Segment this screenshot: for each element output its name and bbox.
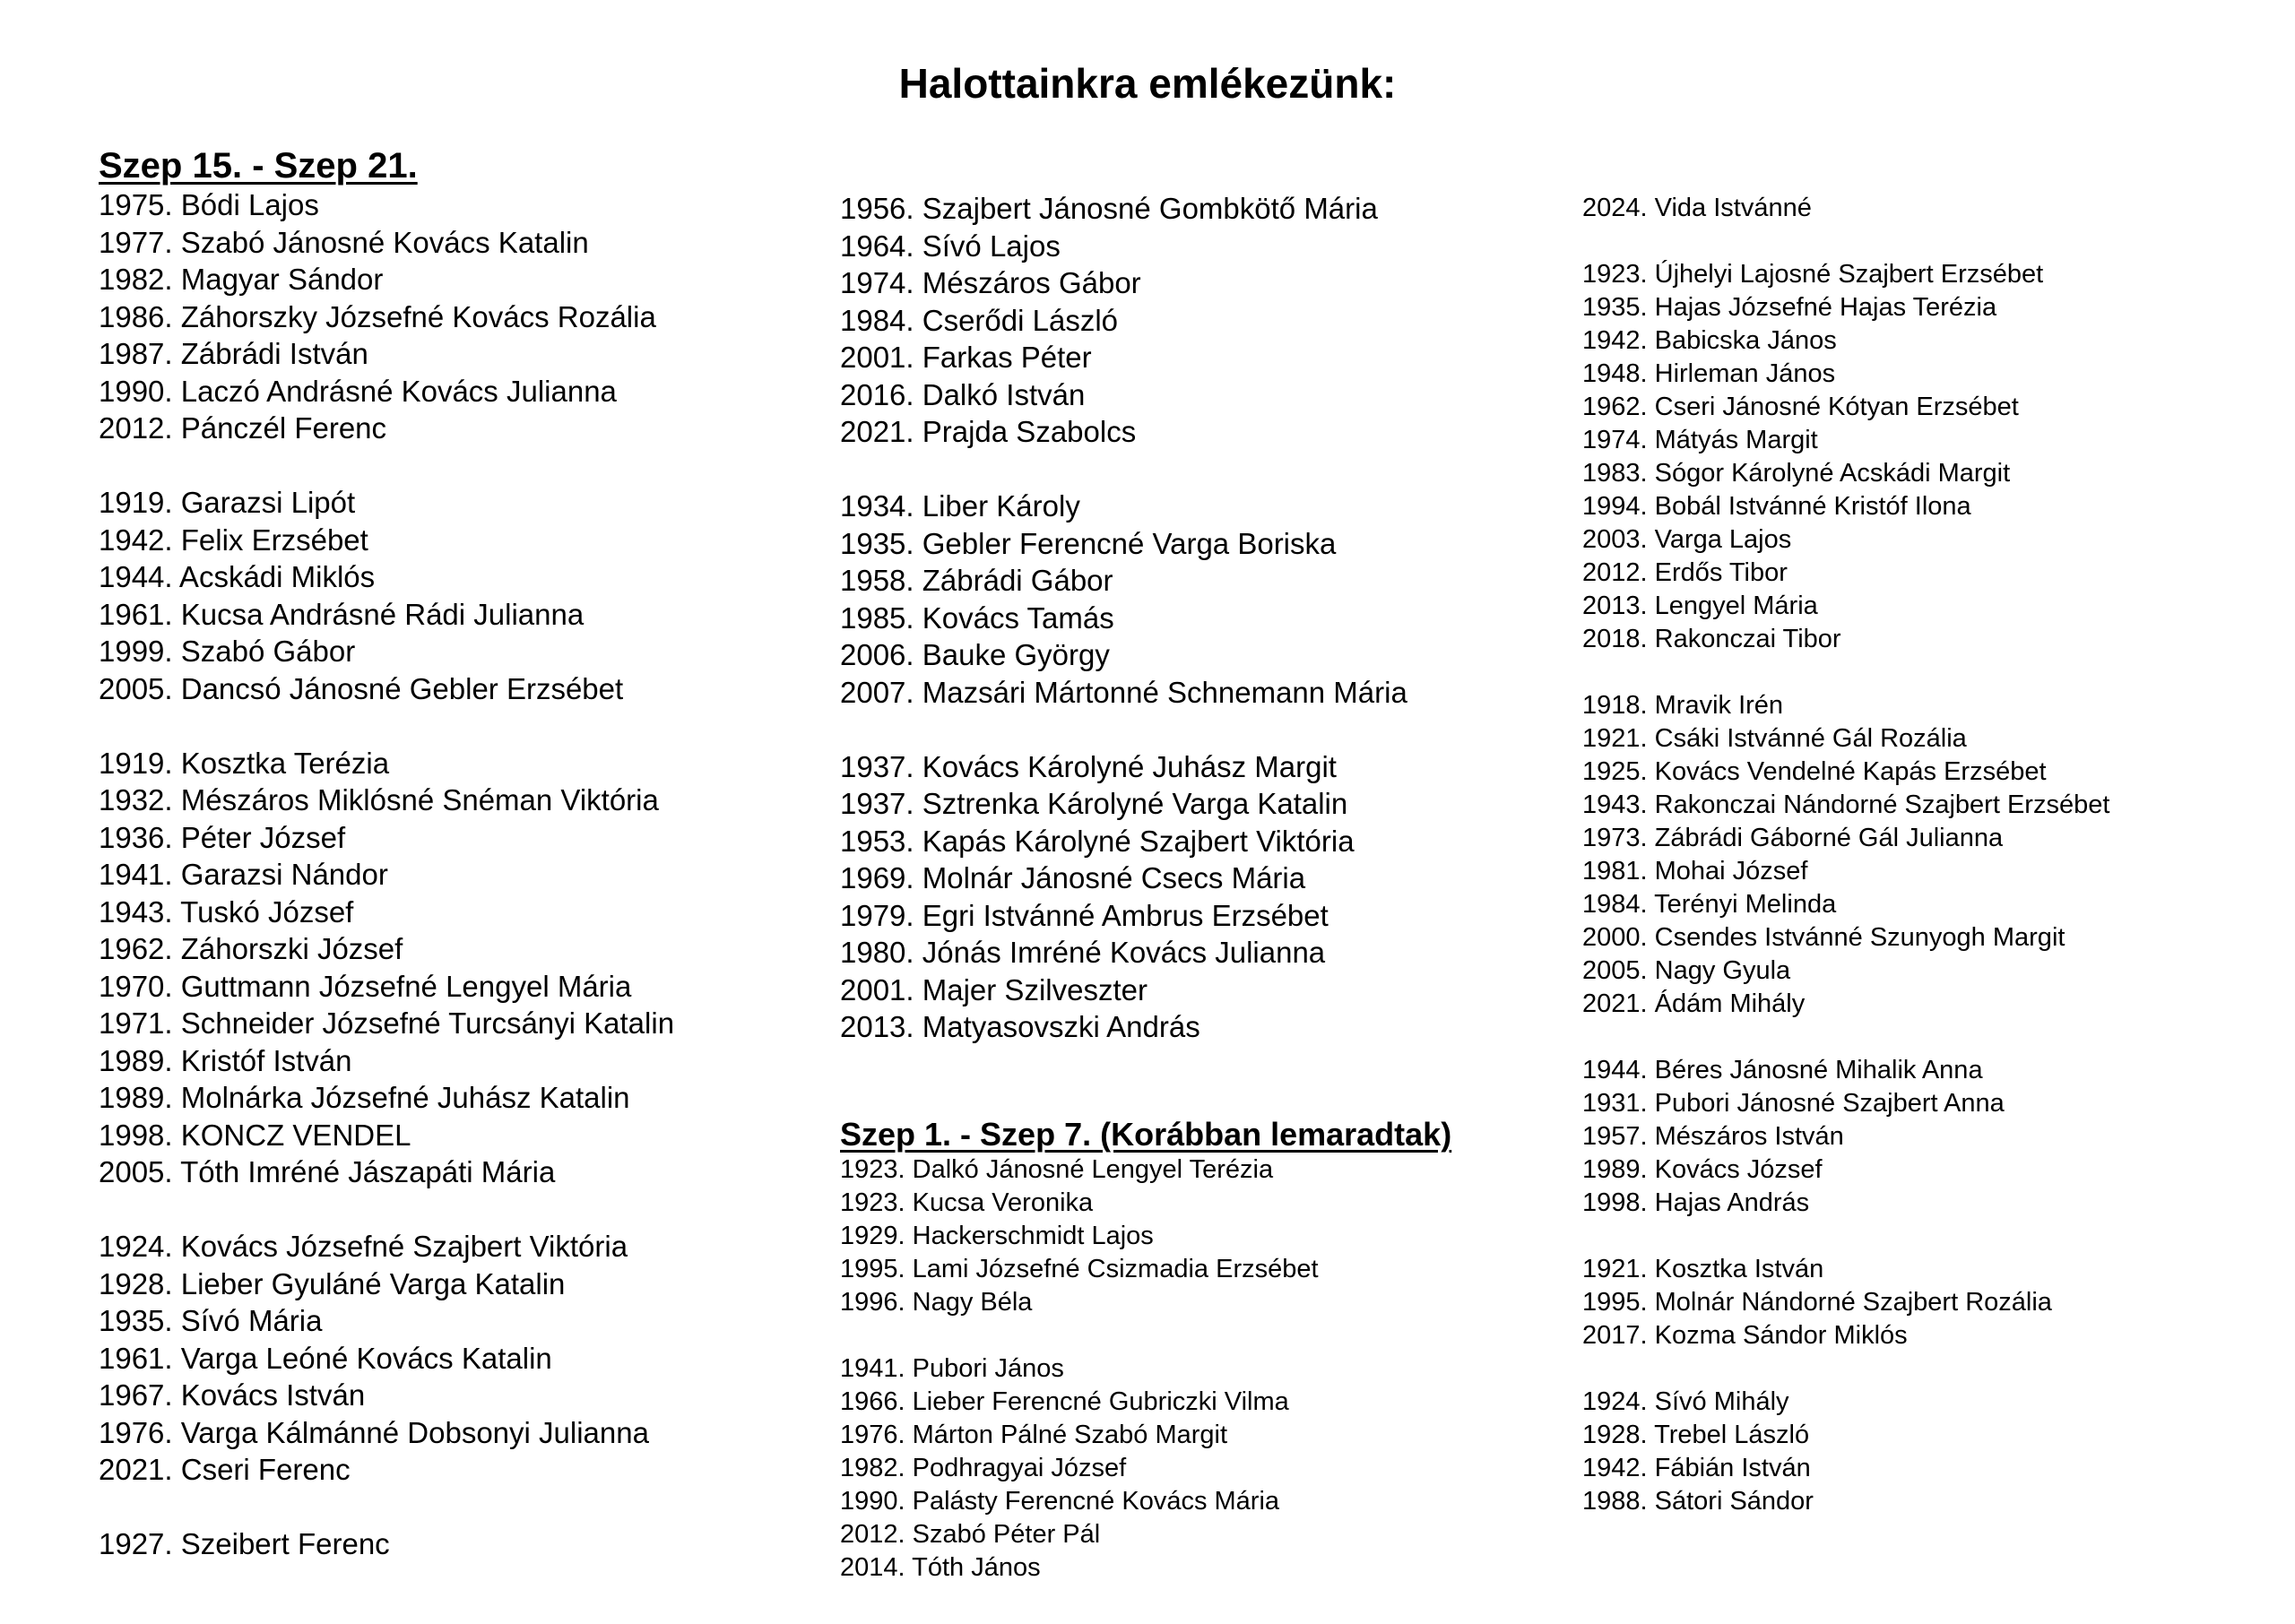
memorial-entry: 2012. Erdős Tibor bbox=[1582, 558, 1788, 587]
memorial-entry: 1923. Kucsa Veronika bbox=[840, 1188, 1094, 1217]
memorial-entry: 1990. Palásty Ferencné Kovács Mária bbox=[840, 1487, 1280, 1516]
memorial-entry: 1996. Nagy Béla bbox=[840, 1288, 1033, 1317]
memorial-entry: 1919. Garazsi Lipót bbox=[99, 486, 356, 519]
group-spacer bbox=[840, 1319, 1451, 1352]
memorial-entry: 1943. Rakonczai Nándorné Szajbert Erzsébet bbox=[1582, 790, 2110, 819]
group-spacer bbox=[840, 451, 1407, 488]
memorial-entry: 1928. Trebel László bbox=[1582, 1421, 1810, 1449]
memorial-entry: 1998. KONCZ VENDEL bbox=[99, 1118, 411, 1152]
memorial-entry: 1975. Bódi Lajos bbox=[99, 188, 319, 221]
memorial-entry: 1935. Hajas Józsefné Hajas Terézia bbox=[1582, 293, 1997, 322]
memorial-entry: 1986. Záhorszky Józsefné Kovács Rozália bbox=[99, 299, 656, 333]
memorial-entry: 1998. Hajas András bbox=[1582, 1188, 1810, 1217]
memorial-entry: 1969. Molnár Jánosné Csecs Mária bbox=[840, 861, 1306, 894]
memorial-entry: 1935. Sívó Mária bbox=[99, 1304, 323, 1337]
memorial-entry: 1937. Sztrenka Károlyné Varga Katalin bbox=[840, 787, 1348, 820]
memorial-entry: 2012. Szabó Péter Pál bbox=[840, 1520, 1101, 1549]
memorial-entry: 1995. Molnár Nándorné Szajbert Rozália bbox=[1582, 1288, 2052, 1317]
memorial-entry: 1982. Podhragyai József bbox=[840, 1454, 1127, 1482]
memorial-entry: 1923. Dalkó Jánosné Lengyel Terézia bbox=[840, 1155, 1274, 1184]
memorial-entry: 1989. Kovács József bbox=[1582, 1155, 1823, 1184]
memorial-entry: 1971. Schneider Józsefné Turcsányi Katalin bbox=[99, 1006, 675, 1040]
memorial-entry: 2007. Mazsári Mártonné Schnemann Mária bbox=[840, 675, 1407, 709]
group-spacer bbox=[99, 1489, 674, 1526]
memorial-entry: 1981. Mohai József bbox=[1582, 857, 1808, 885]
group-spacer bbox=[840, 711, 1407, 748]
memorial-entry: 1943. Tuskó József bbox=[99, 894, 354, 929]
memorial-entry: 1970. Guttmann Józsefné Lengyel Mária bbox=[99, 969, 632, 1003]
memorial-entry: 2024. Vida Istvánné bbox=[1582, 194, 1812, 222]
memorial-entry: 1931. Pubori Jánosné Szajbert Anna bbox=[1582, 1089, 2005, 1118]
section-sep-15-21 bbox=[99, 145, 674, 1563]
memorial-list bbox=[840, 190, 1407, 1046]
section-heading: Szep 15. - Szep 21. bbox=[99, 146, 418, 186]
memorial-entry: 1977. Szabó Jánosné Kovács Katalin bbox=[99, 225, 589, 259]
memorial-entry: 1961. Varga Leóné Kovács Katalin bbox=[99, 1341, 552, 1375]
memorial-entry: 1927. Szeibert Ferenc bbox=[99, 1527, 390, 1560]
group-spacer bbox=[1582, 1021, 2109, 1054]
memorial-entry: 1919. Kosztka Terézia bbox=[99, 746, 390, 780]
memorial-entry: 1979. Egri Istvánné Ambrus Erzsébet bbox=[840, 898, 1329, 932]
memorial-entry: 1973. Zábrádi Gáborné Gál Julianna bbox=[1582, 824, 2004, 852]
memorial-entry: 2001. Majer Szilveszter bbox=[840, 972, 1148, 1006]
memorial-entry: 1942. Babicska János bbox=[1582, 326, 1837, 355]
memorial-entry: 2021. Prajda Szabolcs bbox=[840, 415, 1137, 448]
memorial-entry: 1967. Kovács István bbox=[99, 1378, 366, 1412]
memorial-entry: 2018. Rakonczai Tibor bbox=[1582, 625, 1841, 653]
group-spacer bbox=[99, 707, 674, 745]
memorial-entry: 1961. Kucsa Andrásné Rádi Julianna bbox=[99, 597, 585, 631]
memorial-entry: 1923. Újhelyi Lajosné Szajbert Erzsébet bbox=[1582, 260, 2044, 289]
memorial-list bbox=[99, 186, 674, 1563]
memorial-entry: 2017. Kozma Sándor Miklós bbox=[1582, 1321, 1908, 1350]
memorial-entry: 1999. Szabó Gábor bbox=[99, 635, 356, 668]
group-spacer bbox=[1582, 1220, 2109, 1253]
memorial-entry: 1962. Záhorszki József bbox=[99, 932, 403, 965]
memorial-entry: 1944. Béres Jánosné Mihalik Anna bbox=[1582, 1056, 1983, 1084]
group-spacer bbox=[99, 447, 674, 485]
memorial-entry: 1925. Kovács Vendelné Kapás Erzsébet bbox=[1582, 757, 2047, 786]
memorial-block-middle bbox=[840, 190, 1407, 1046]
memorial-list bbox=[840, 1153, 1451, 1585]
memorial-entry: 1957. Mészáros István bbox=[1582, 1122, 1844, 1151]
memorial-entry: 2003. Varga Lajos bbox=[1582, 525, 1792, 554]
memorial-entry: 2005. Tóth Imréné Jászapáti Mária bbox=[99, 1155, 556, 1188]
memorial-entry: 1984. Cserődi László bbox=[840, 303, 1119, 337]
memorial-entry: 1921. Kosztka István bbox=[1582, 1255, 1824, 1283]
memorial-entry: 2006. Bauke György bbox=[840, 638, 1110, 671]
memorial-entry: 1948. Hirleman János bbox=[1582, 359, 1836, 388]
memorial-entry: 1974. Mészáros Gábor bbox=[840, 266, 1141, 299]
group-spacer bbox=[1582, 1352, 2109, 1386]
memorial-entry: 1928. Lieber Gyuláné Varga Katalin bbox=[99, 1266, 566, 1300]
memorial-entry: 1941. Pubori János bbox=[840, 1354, 1064, 1383]
memorial-entry: 1934. Liber Károly bbox=[840, 489, 1080, 523]
memorial-entry: 1980. Jónás Imréné Kovács Julianna bbox=[840, 936, 1326, 969]
memorial-entry: 1962. Cseri Jánosné Kótyan Erzsébet bbox=[1582, 393, 2019, 421]
memorial-entry: 2001. Farkas Péter bbox=[840, 341, 1092, 374]
memorial-entry: 1956. Szajbert Jánosné Gombkötő Mária bbox=[840, 192, 1378, 225]
memorial-entry: 2013. Lengyel Mária bbox=[1582, 592, 1818, 620]
memorial-entry: 1924. Sívó Mihály bbox=[1582, 1387, 1789, 1416]
memorial-entry: 1988. Sátori Sándor bbox=[1582, 1487, 1814, 1516]
memorial-entry: 2012. Pánczél Ferenc bbox=[99, 411, 387, 445]
memorial-entry: 1984. Terényi Melinda bbox=[1582, 890, 1837, 919]
memorial-entry: 2000. Csendes Istvánné Szunyogh Margit bbox=[1582, 923, 2066, 952]
memorial-entry: 1937. Kovács Károlyné Juhász Margit bbox=[840, 749, 1337, 783]
memorial-entry: 1944. Acskádi Miklós bbox=[99, 560, 376, 593]
page-title: Halottainkra emlékezünk: bbox=[898, 60, 1397, 107]
memorial-entry: 1966. Lieber Ferencné Gubriczki Vilma bbox=[840, 1387, 1289, 1416]
memorial-entry: 1964. Sívó Lajos bbox=[840, 229, 1061, 263]
memorial-entry: 1942. Felix Erzsébet bbox=[99, 523, 368, 557]
memorial-entry: 1976. Márton Pálné Szabó Margit bbox=[840, 1421, 1228, 1449]
memorial-entry: 1990. Laczó Andrásné Kovács Julianna bbox=[99, 374, 617, 408]
memorial-entry: 1918. Mravik Irén bbox=[1582, 691, 1784, 720]
memorial-entry: 1994. Bobál Istvánné Kristóf Ilona bbox=[1582, 492, 1971, 521]
memorial-entry: 1921. Csáki Istvánné Gál Rozália bbox=[1582, 724, 1967, 753]
memorial-entry: 2005. Dancsó Jánosné Gebler Erzsébet bbox=[99, 671, 624, 705]
memorial-entry: 1989. Kristóf István bbox=[99, 1043, 352, 1077]
memorial-entry: 1932. Mészáros Miklósné Snéman Viktória bbox=[99, 783, 659, 816]
group-spacer bbox=[1582, 225, 2109, 258]
memorial-entry: 2014. Tóth János bbox=[840, 1553, 1041, 1582]
memorial-entry: 1982. Magyar Sándor bbox=[99, 263, 384, 296]
memorial-entry: 1983. Sógor Károlyné Acskádi Margit bbox=[1582, 459, 2011, 488]
memorial-entry: 1995. Lami Józsefné Csizmadia Erzsébet bbox=[840, 1255, 1319, 1283]
memorial-entry: 2021. Cseri Ferenc bbox=[99, 1453, 351, 1486]
section-heading: Szep 1. - Szep 7. (Korábban lemaradtak) bbox=[840, 1116, 1452, 1153]
memorial-entry: 1989. Molnárka Józsefné Juhász Katalin bbox=[99, 1081, 630, 1114]
memorial-entry: 1976. Varga Kálmánné Dobsonyi Julianna bbox=[99, 1415, 649, 1449]
memorial-entry: 2005. Nagy Gyula bbox=[1582, 956, 1791, 985]
memorial-entry: 1942. Fábián István bbox=[1582, 1454, 1811, 1482]
memorial-entry: 2016. Dalkó István bbox=[840, 377, 1086, 411]
memorial-entry: 1953. Kapás Károlyné Szajbert Viktória bbox=[840, 824, 1355, 858]
memorial-entry: 1974. Mátyás Margit bbox=[1582, 426, 1818, 454]
memorial-entry: 1929. Hackerschmidt Lajos bbox=[840, 1222, 1154, 1250]
memorial-entry: 2021. Ádám Mihály bbox=[1582, 989, 1806, 1018]
memorial-entry: 1958. Zábrádi Gábor bbox=[840, 564, 1113, 597]
memorial-entry: 2013. Matyasovszki András bbox=[840, 1010, 1200, 1043]
group-spacer bbox=[99, 1191, 674, 1229]
memorial-entry: 1987. Zábrádi István bbox=[99, 337, 368, 370]
group-spacer bbox=[1582, 656, 2109, 689]
memorial-entry: 1936. Péter József bbox=[99, 820, 346, 854]
memorial-entry: 1985. Kovács Tamás bbox=[840, 600, 1114, 635]
memorial-entry: 1935. Gebler Ferencné Varga Boriska bbox=[840, 526, 1337, 560]
section-sep-1-7 bbox=[840, 1116, 1451, 1585]
memorial-entry: 1924. Kovács Józsefné Szajbert Viktória bbox=[99, 1230, 628, 1263]
memorial-entry: 1941. Garazsi Nándor bbox=[99, 858, 388, 891]
memorial-list bbox=[1582, 192, 2109, 1518]
memorial-block-right bbox=[1582, 192, 2109, 1518]
